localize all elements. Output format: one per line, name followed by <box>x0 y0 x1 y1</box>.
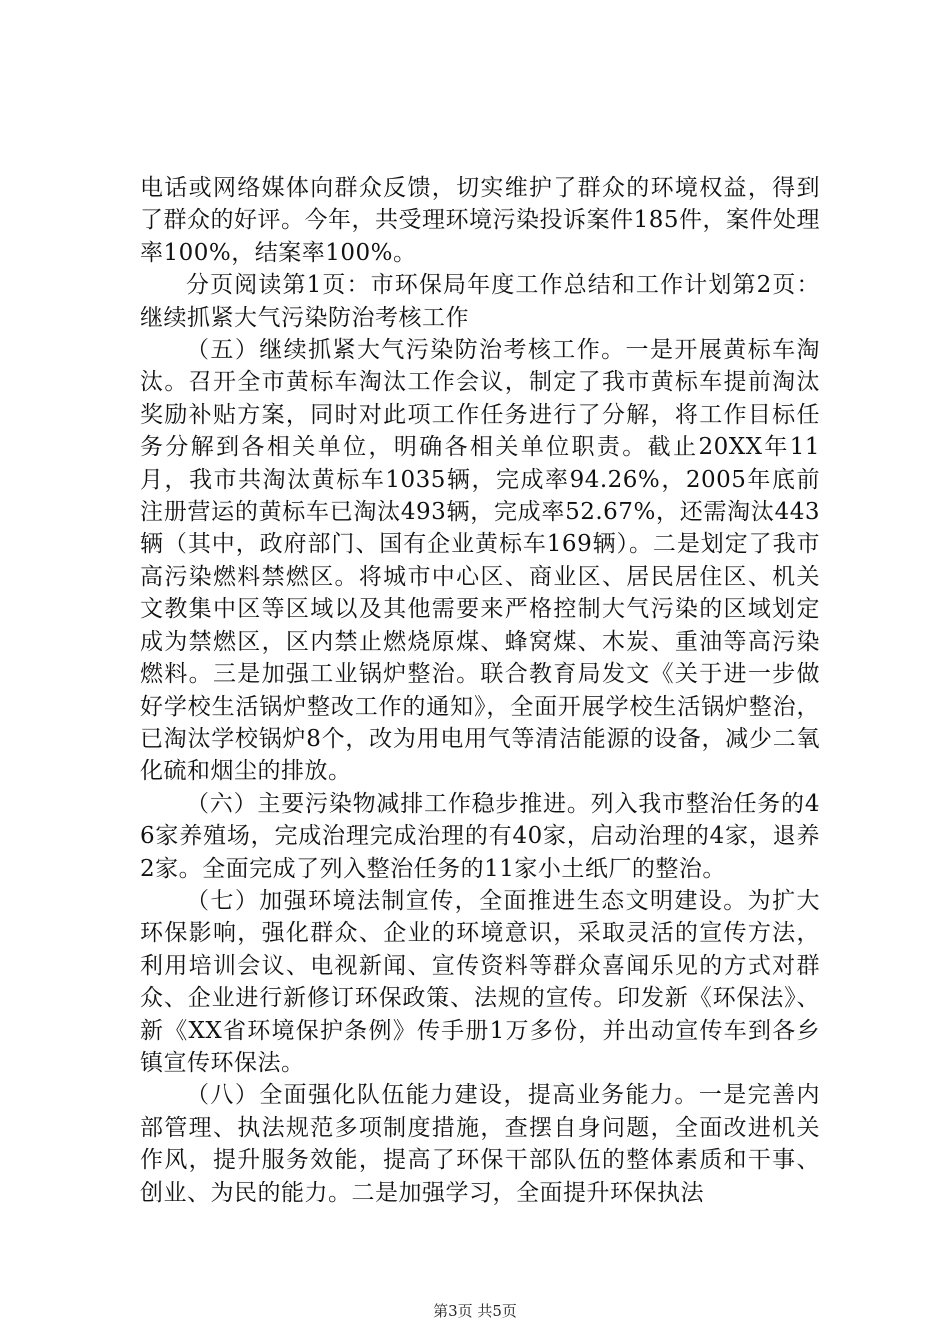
paragraph-continuation: 电话或网络媒体向群众反馈，切实维护了群众的环境权益，得到了群众的好评。今年，共受理环境污染投诉案件185件，案件处理率100%，结案率100%。 <box>140 175 820 266</box>
paragraph-section-8: （八）全面强化队伍能力建设，提高业务能力。一是完善内部管理、执法规范多项制度措施，查摆自身问题，全面改进机关作风，提升服务效能，提高了环保干部队伍的整体素质和干事、创业、为民的能力。二是加强学习，全面提升环保执法 <box>140 1082 820 1206</box>
document-body <box>140 172 820 1209</box>
page-number-footer: 第3页 共5页 <box>433 1302 517 1320</box>
paragraph-section-5: （五）继续抓紧大气污染防治考核工作。一是开展黄标车淘汰。召开全市黄标车淘汰工作会议，制定了我市黄标车提前淘汰奖励补贴方案，同时对此项工作任务进行了分解，将工作目标任务分解到各相关单位，明确各相关单位职责。截止20XX年11月，我市共淘汰黄标车1035辆，完成率94.26%，2005年底前注册营运的黄标车已淘汰493辆，完成率52.67%，还需淘汰443辆（其中，政府部门、国有企业黄标车169辆）。二是划定了我市高污染燃料禁燃区。将城市中心区、商业区、居民居住区、机关文教集中区等区域以及其他需要来严格控制大气污染的区域划定成为禁燃区，区内禁止燃烧原煤、蜂窝煤、木炭、重油等高污染燃料。三是加强工业锅炉整治。联合教育局发文《关于进一步做好学校生活锅炉整改工作的通知》，全面开展学校生活锅炉整治，已淘汰学校锅炉8个，改为用电用气等清洁能源的设备，减少二氧化硫和烟尘的排放。 <box>140 337 820 785</box>
paragraph-section-7: （七）加强环境法制宣传，全面推进生态文明建设。为扩大环保影响，强化群众、企业的环境意识，采取灵活的宣传方法，利用培训会议、电视新闻、宣传资料等群众喜闻乐见的方式对群众、企业进行新修订环保政策、法规的宣传。印发新《环保法》、新《XX省环境保护条例》传手册1万多份，并出动宣传车到各乡镇宣传环保法。 <box>140 887 820 1076</box>
paragraph-section-6: （六）主要污染物减排工作稳步推进。列入我市整治任务的46家养殖场，完成治理完成治理的有40家，启动治理的4家，退养2家。全面完成了列入整治任务的11家小土纸厂的整治。 <box>140 790 820 882</box>
paragraph-pagination-note: 分页阅读第1页：市环保局年度工作总结和工作计划第2页：继续抓紧大气污染防治考核工作 <box>140 272 820 331</box>
